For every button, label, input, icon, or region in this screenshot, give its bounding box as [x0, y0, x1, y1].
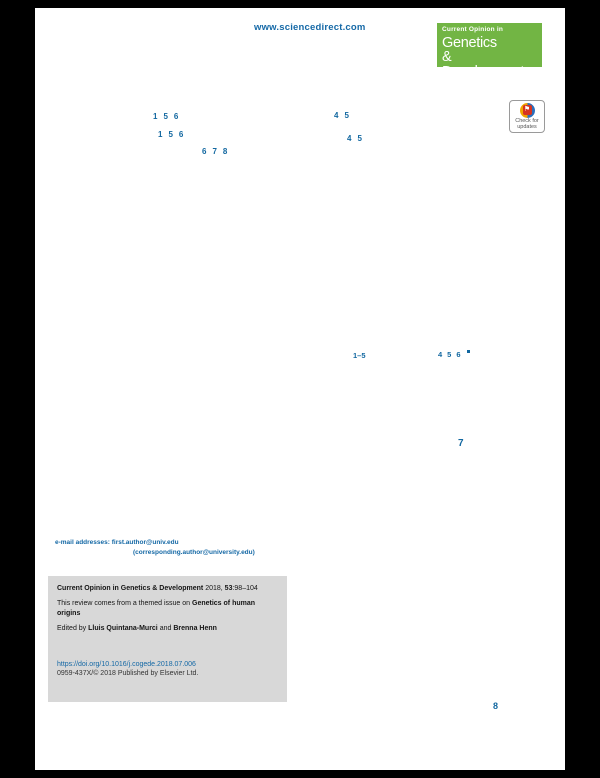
citation-superscript-mark	[467, 350, 470, 353]
editor-name: Brenna Henn	[173, 625, 217, 633]
inline-citation-group-text: 456	[438, 350, 466, 359]
inline-citation-range[interactable]: 1–5	[353, 351, 366, 360]
themed-issue-text: This review comes from a themed issue on	[57, 600, 192, 608]
editors-line	[57, 624, 278, 633]
journal-logo-title-line1: Genetics	[442, 34, 497, 51]
journal-name: Current Opinion in Genetics & Development	[57, 585, 204, 592]
editor-name: Lluis Quintana-Murci	[88, 625, 158, 633]
citation-year: 2018,	[203, 585, 225, 592]
inline-citation-single[interactable]: 8	[493, 701, 499, 711]
citation-line	[57, 584, 278, 593]
doi-link[interactable]: https://doi.org/10.1016/j.cogede.2018.07.006	[57, 660, 196, 668]
inline-citation-single[interactable]: 7	[458, 438, 464, 449]
paper-page	[35, 8, 565, 770]
edited-by-text: Edited by	[57, 625, 89, 633]
corresponding-author-email-link[interactable]: e-mail addresses: first.author@univ.edu	[55, 539, 179, 546]
crossmark-flag-icon: ⚑	[523, 106, 531, 113]
article-citation-box	[48, 576, 287, 702]
check-for-updates-badge[interactable]	[509, 100, 545, 133]
check-badge-label-line1: Check for	[515, 118, 539, 124]
journal-logo-kicker: Current Opinion in	[442, 26, 504, 33]
themed-issue-title-part1: Genetics of human	[192, 600, 256, 608]
themed-issue-title-part2: origins	[57, 609, 81, 617]
author-affiliation-superscript[interactable]: 156	[158, 130, 190, 139]
sciencedirect-link[interactable]: www.sciencedirect.com	[254, 22, 366, 33]
author-affiliation-superscript[interactable]: 678	[202, 147, 234, 156]
inline-citation-group[interactable]	[438, 350, 470, 359]
editors-and-text: and	[157, 625, 174, 633]
themed-issue-line	[57, 599, 278, 608]
author-affiliation-superscript[interactable]: 156	[153, 112, 185, 121]
journal-logo	[437, 23, 542, 80]
themed-issue-line2	[57, 609, 278, 618]
author-affiliation-superscript[interactable]: 45	[334, 111, 355, 120]
check-badge-label-line2: updates	[517, 123, 537, 130]
journal-logo-title-line2: & Development	[442, 49, 525, 80]
author-affiliation-superscript[interactable]: 45	[347, 134, 368, 143]
crossmark-icon	[520, 103, 535, 118]
issn-copyright-line: 0959-437X/© 2018 Published by Elsevier Ltd.	[57, 670, 199, 678]
corresponding-author-email-link[interactable]: (corresponding.author@university.edu)	[133, 549, 255, 556]
page-range: :98–104	[232, 585, 258, 592]
volume-number: 53	[224, 585, 233, 592]
